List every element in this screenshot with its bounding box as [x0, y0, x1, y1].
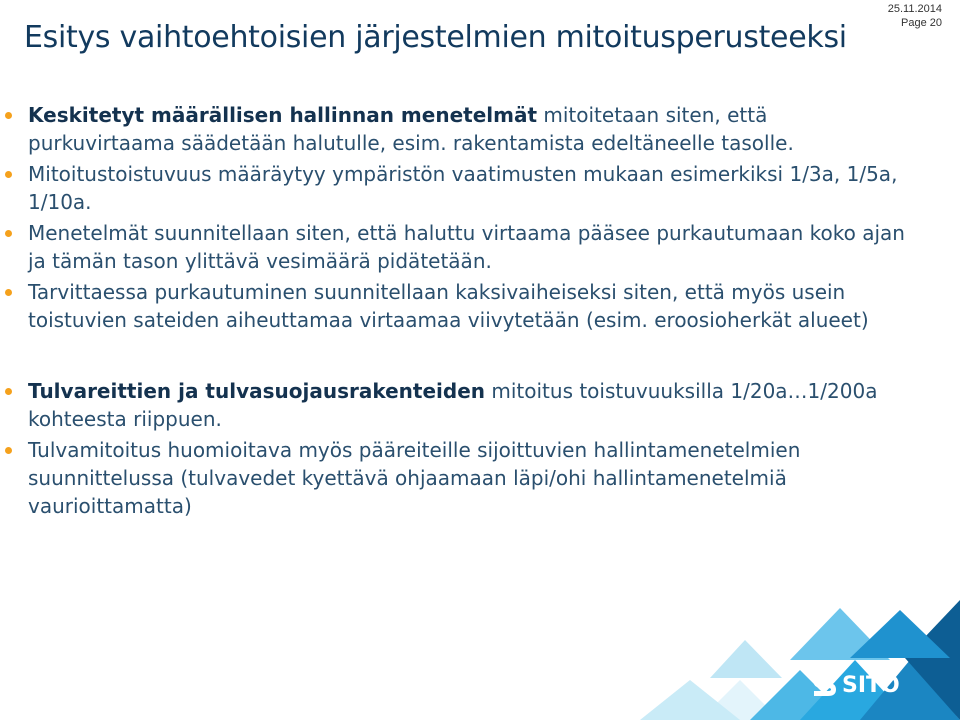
slide-meta: [888, 2, 942, 30]
footer-decoration: [0, 600, 960, 720]
bullet-text: mitoitus toistuvuuksilla 1/20a…1/200a kohteesta riippuen.: [28, 379, 878, 431]
bullet-item: [0, 436, 905, 520]
bullet-item: [0, 278, 905, 334]
bullet-dot-icon: [5, 171, 12, 178]
bullet-text: Tarvittaessa purkautuminen suunnitellaan kaksivaiheiseksi siten, että myös usein toistuvien sateiden aiheuttamaa virtaamaa viivytetään (esim. eroosioherkät alueet): [28, 280, 869, 332]
logo-text: SITO: [842, 673, 900, 698]
slide-title: Esitys vaihtoehtoisien järjestelmien mitoitusperusteeksi: [24, 20, 847, 55]
sito-logo: [808, 666, 918, 700]
bullet-bold-text: Tulvareittien ja tulvasuojausrakenteiden: [28, 379, 486, 403]
bullet-bold-text: Keskitetyt määrällisen hallinnan menetelmät: [28, 103, 538, 127]
bullet-dot-icon: [5, 289, 12, 296]
logo-mark-icon: [813, 671, 836, 696]
bullet-list: [0, 101, 905, 520]
bullet-text: Tulvamitoitus huomioitava myös pääreiteille sijoittuvien hallintamenetelmien suunnittelussa (tulvavedet kyettävä ohjaamaan läpi/ohi hallintamenetelmiä vaurioittamatta): [28, 438, 801, 518]
bullet-text: mitoitetaan siten, että purkuvirtaama säädetään halutulle, esim. rakentamista edeltäneelle tasolle.: [28, 103, 794, 155]
bullet-item: [0, 219, 905, 275]
bullet-dot-icon: [5, 388, 12, 395]
slide-date: 25.11.2014: [887, 3, 942, 15]
bullet-item: [0, 377, 905, 433]
bullet-text: Menetelmät suunnitellaan siten, että haluttu virtaama pääsee purkautumaan koko ajan ja tämän tason ylittävä vesimäärä pidätetään.: [28, 221, 905, 273]
bullet-item: [0, 160, 905, 216]
bullet-text: Mitoitustoistuvuus määräytyy ympäristön vaatimusten mukaan esimerkiksi 1/3a, 1/5a, 1/10a.: [28, 162, 898, 214]
bullet-dot-icon: [5, 230, 12, 237]
deco-triangle: [710, 640, 782, 678]
page-number: Page 20: [901, 17, 942, 29]
bullet-item: [0, 101, 905, 157]
bullet-dot-icon: [5, 112, 12, 119]
bullet-dot-icon: [5, 447, 12, 454]
